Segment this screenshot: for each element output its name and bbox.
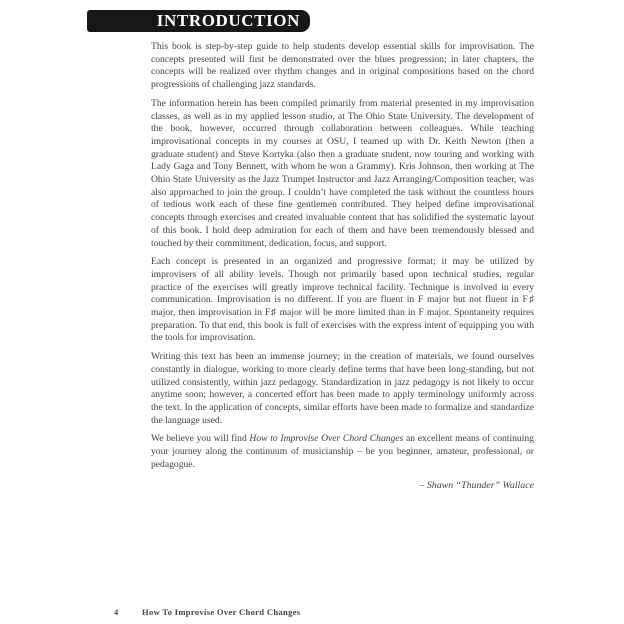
page-footer (0, 605, 624, 621)
paragraph-terminology: Writing this text has been an immense journey; in the creation of materials, we found ourselves constantly in dialogue, working to more clearly define terms that have been long-standing, but not utilized consistently, within jazz pedagogy. Standardization in jazz pedagogy is not likely to occur anytime soon; however, a concerted effort has been made to apply terminology uniformly across the text. In the application of concepts, similar efforts have been made to formalize and standardize the language used. (151, 351, 534, 426)
closing-text-before: We believe you will find (151, 433, 250, 445)
body-text-column (151, 41, 534, 492)
paragraph-intro: This book is step-by-step guide to help students develop essential skills for improvisation. The concepts presented will first be demonstrated over the blues progression; in later chapters, the concepts will be realized over rhythm changes and in original compositions based on the chord progressions of challenging jazz standards. (151, 41, 534, 91)
book-title-italic: How to Improvise Over Chord Changes (249, 433, 404, 445)
paragraph-closing (151, 433, 534, 471)
chapter-title: INTRODUCTION (156, 10, 300, 31)
footer-book-title: How To Improvise Over Chord Changes (142, 607, 301, 617)
chapter-header-banner (87, 10, 310, 32)
author-signature: – Shawn “Thunder” Wallace (419, 479, 534, 491)
paragraph-concepts: Each concept is presented in an organized and progressive format; it may be utilized by improvisers of all ability levels. Though not primarily based upon technical studies, regular practice of the exercises will greatly improve technical facility. Technique is involved in every communication. Improvisation is no different. If you are fluent in F major but not fluent in F♯ major, then improvisation in F♯ major will be more limited than in F major. Spontaneity requires preparation. To that end, this book is full of exercises with the express intent of equipping you with the tools for improvisation. (151, 256, 534, 344)
closing-text-after: an excellent means of continuing your journey along the continuum of musicianship – be you beginner, amateur, professional, or pedagogue. (151, 433, 534, 470)
page-number: 4 (114, 607, 119, 617)
paragraph-background: The information herein has been compiled primarily from material presented in my improvisation classes, as well as in my applied lesson studio, at The Ohio State University. The development of the book, however, occurred through collaboration between colleagues. While teaching improvisational concepts in my courses at OSU, I teamed up with Dr. Keith Newton (then a graduate student) and Steve Kortyka (also then a graduate student, now touring and working with Lady Gaga and Tony Bennett, with whom he won a Grammy). Kris Johnson, then working at The Ohio State University as the Jazz Trumpet Instructor and Jazz Arranging/Composition teacher, was also approached to join the group. I couldn’t have completed the task without the countless hours of tedious work each of these fine gentlemen contributed. They helped define improvisational concepts through exercises and created invaluable content that has solidified the systematic layout of this book. I hold deep admiration for each of them and have been tremendously blessed and touched by their commitment, dedication, focus, and support. (151, 97, 534, 249)
